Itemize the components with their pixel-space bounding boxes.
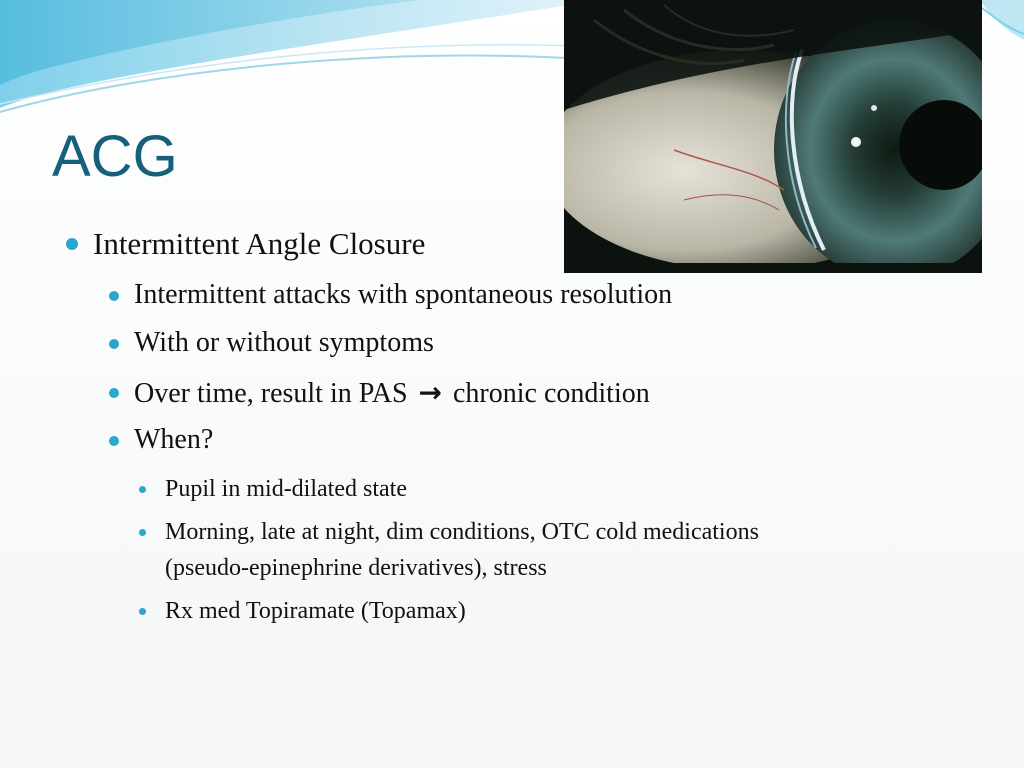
bullet-dot [109,291,119,301]
bullet-level3-item [165,593,466,629]
bullet-dot [66,238,78,250]
bullet-dot [109,339,119,349]
bullet-text: Rx med Topiramate (Topamax) [165,598,466,624]
arrow-icon: → [418,376,442,409]
slide-title: ACG [52,124,178,189]
bullet-dot [139,486,146,493]
eye-gonioscopy-photo [564,0,982,273]
bullet-text-line2: (pseudo-epinephrine derivatives), stress [165,555,547,581]
bullet-text: Morning, late at night, dim conditions, OTC cold medications [165,519,759,545]
bullet-text: Pupil in mid-dilated state [165,476,407,502]
bullet-text: Intermittent Angle Closure [93,226,426,261]
bullet-text: Over time, result in PAS [134,378,408,409]
bullet-level2-item [134,279,672,311]
bullet-dot [139,529,146,536]
bullet-dot [139,608,146,615]
bullet-text-continued: chronic condition [453,378,650,409]
bullet-level2-item [134,376,650,410]
bullet-text: With or without symptoms [134,327,434,358]
bullet-level2-item [134,424,213,456]
bullet-dot [109,388,119,398]
bullet-level1-item [93,226,425,262]
bullet-level3-item [165,471,407,507]
bullet-level3-item [165,514,759,586]
bullet-level2-item [134,327,434,359]
bullet-text: Intermittent attacks with spontaneous resolution [134,279,673,310]
bullet-text: When? [134,424,214,455]
bullet-dot [109,436,119,446]
